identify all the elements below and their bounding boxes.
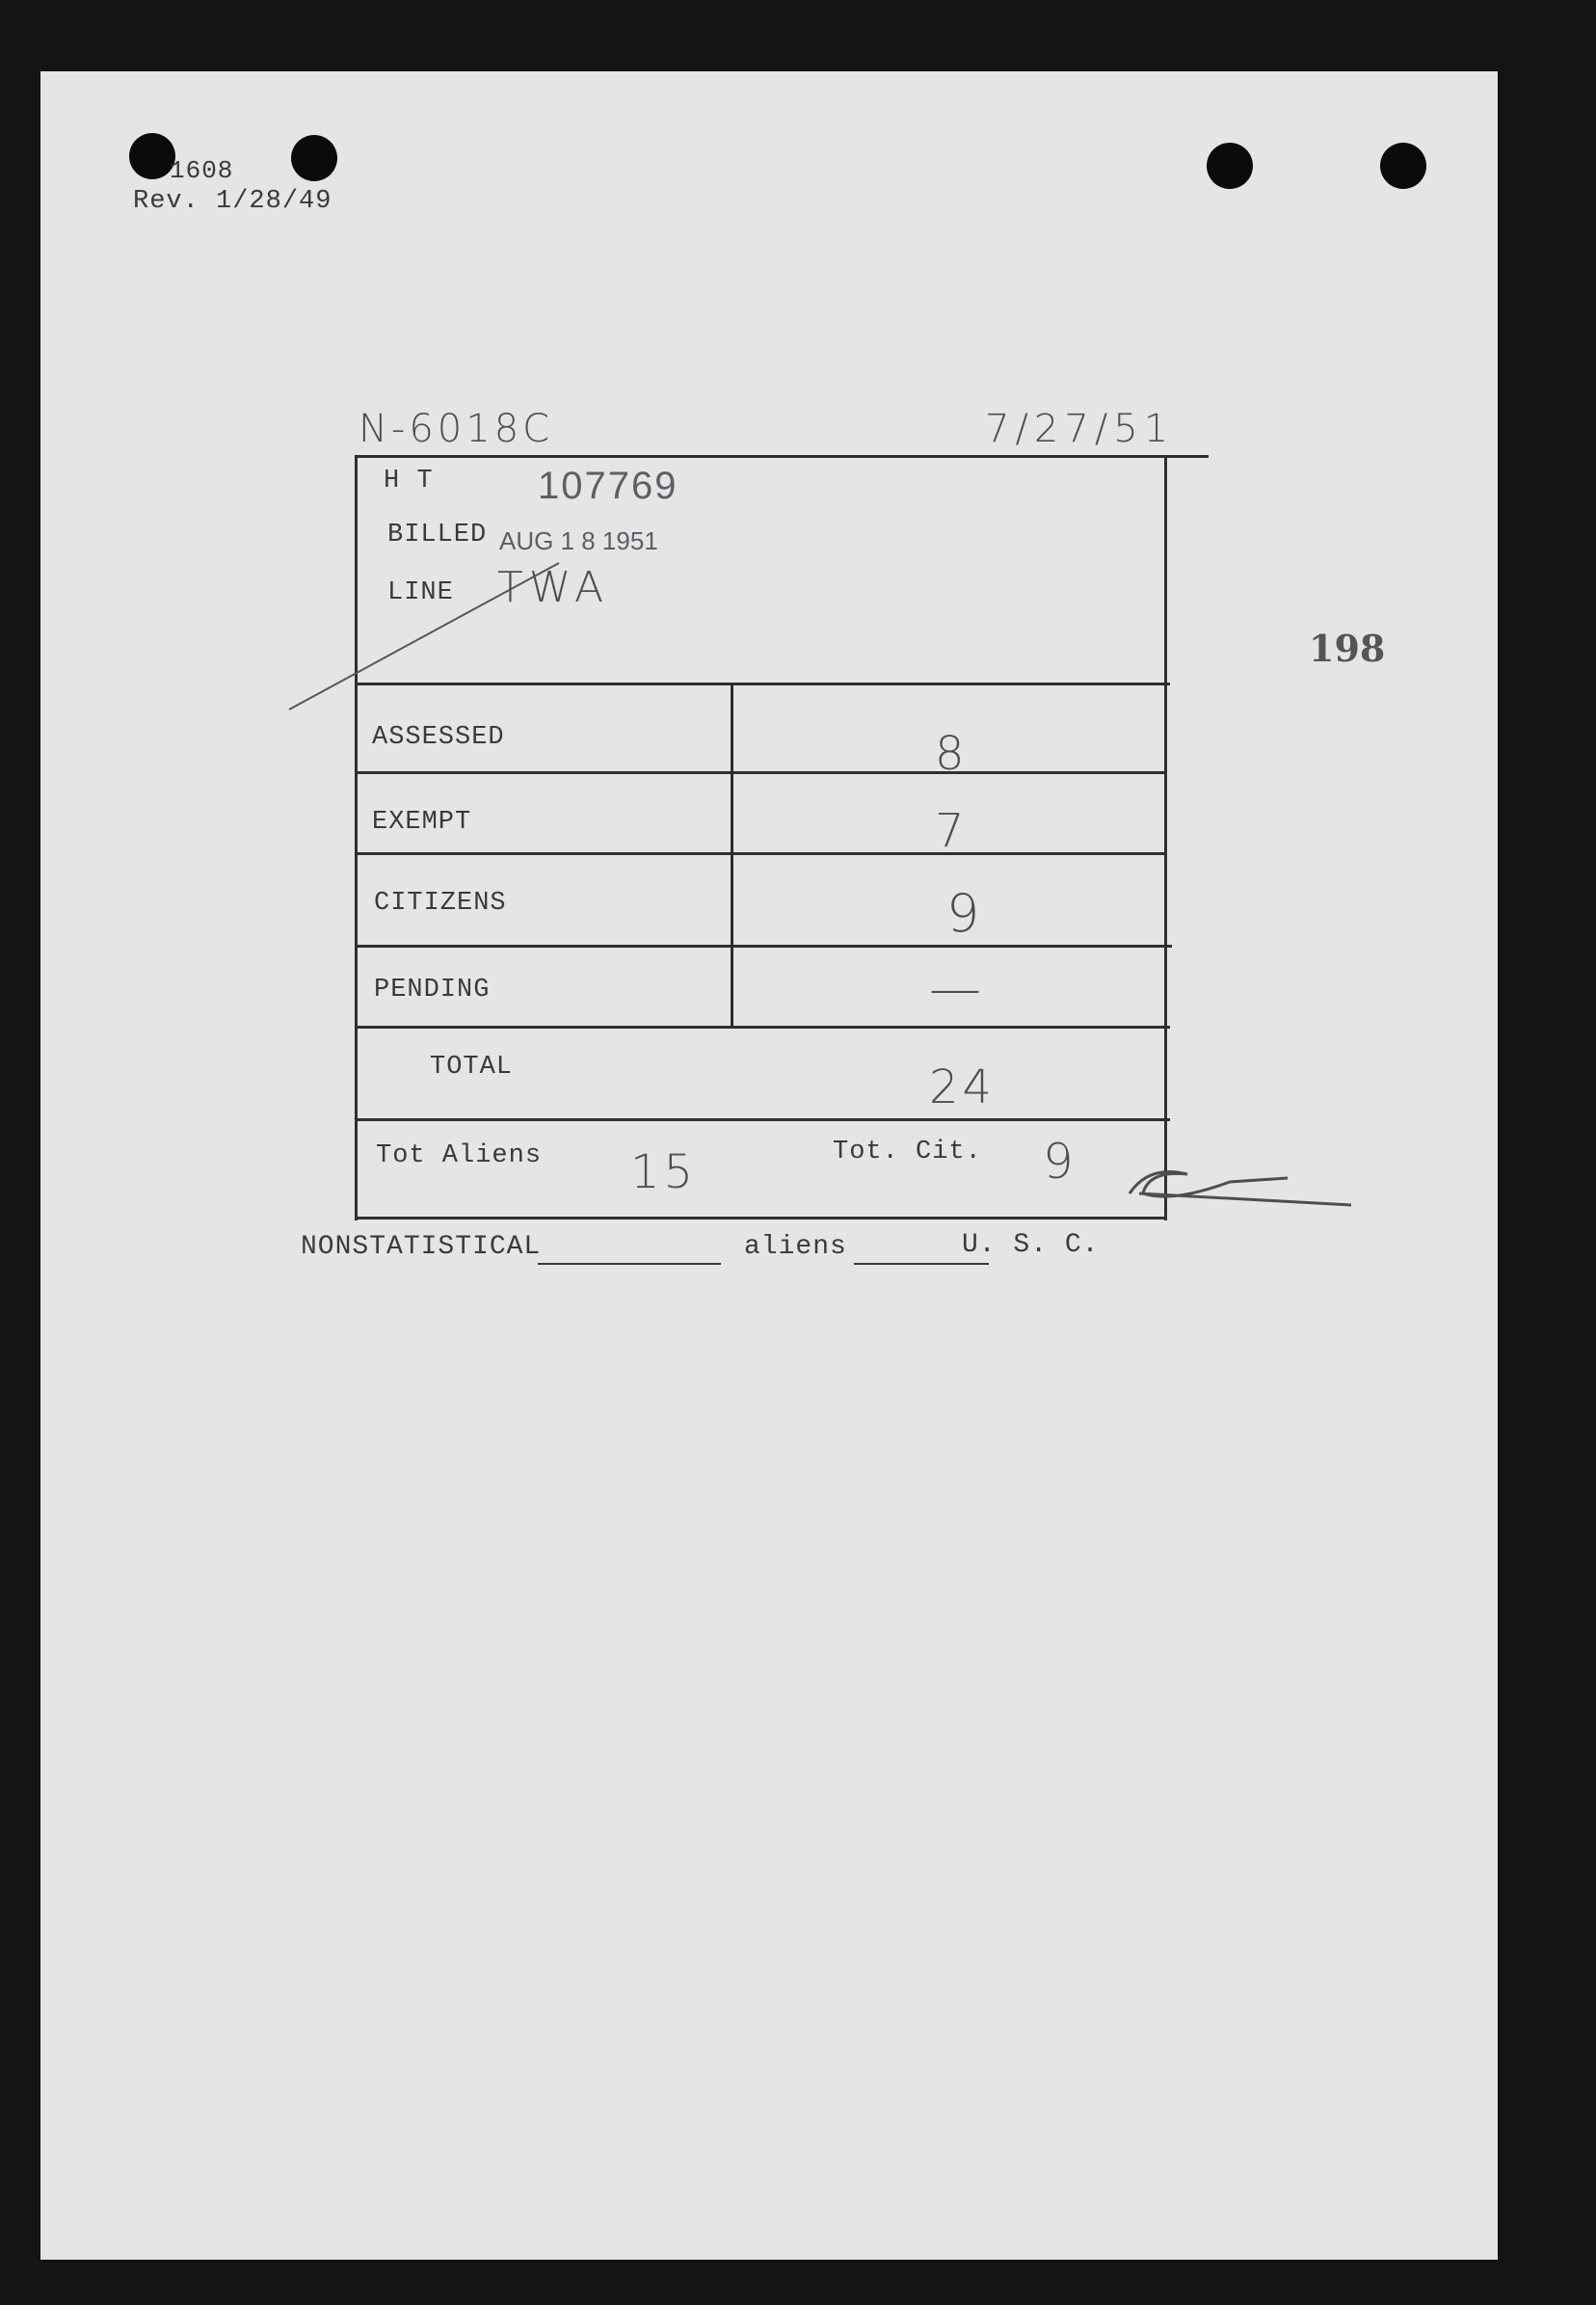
page-number: 198: [1309, 627, 1386, 670]
tot-cit-label: Tot. Cit.: [833, 1138, 982, 1166]
ht-label: H T: [384, 467, 434, 496]
form-number: 1608: [170, 156, 234, 185]
initials-signature: [1130, 1172, 1351, 1206]
row-label-pending: PENDING: [374, 976, 491, 1005]
aliens-blank: [854, 1263, 989, 1265]
row-value-assessed: 8: [935, 727, 965, 781]
nonstatistical-label: NONSTATISTICAL: [301, 1232, 542, 1262]
ht-number: 107769: [538, 465, 678, 507]
billed-date-stamp: AUG 1 8 1951: [499, 526, 658, 555]
row-label-assessed: ASSESSED: [372, 723, 505, 752]
row-value-exempt: 7: [935, 804, 965, 858]
tot-aliens-value: 15: [630, 1145, 698, 1199]
tot-aliens-label: Tot Aliens: [376, 1141, 543, 1170]
usc-label: U. S. C.: [962, 1230, 1100, 1260]
line-value: TWA: [497, 563, 610, 612]
line-label: LINE: [387, 578, 454, 607]
aliens-label: aliens: [744, 1232, 847, 1262]
pencil-diagonal-stroke: [40, 71, 1498, 2260]
row-value-citizens: 9: [946, 883, 980, 944]
nonstatistical-blank: [538, 1263, 721, 1265]
total-label: TOTAL: [430, 1053, 514, 1082]
row-label-exempt: EXEMPT: [372, 808, 472, 837]
document-page: [40, 71, 1498, 2260]
row-label-citizens: CITIZENS: [374, 889, 507, 918]
billed-label: BILLED: [387, 521, 488, 549]
form-revision: Rev. 1/28/49: [133, 187, 332, 216]
handwritten-date: 7/27/51: [985, 407, 1175, 451]
row-value-pending: —: [929, 958, 981, 1019]
tot-cit-value: 9: [1043, 1134, 1074, 1190]
total-value: 24: [929, 1060, 997, 1114]
flight-number: N-6018C: [359, 407, 554, 451]
